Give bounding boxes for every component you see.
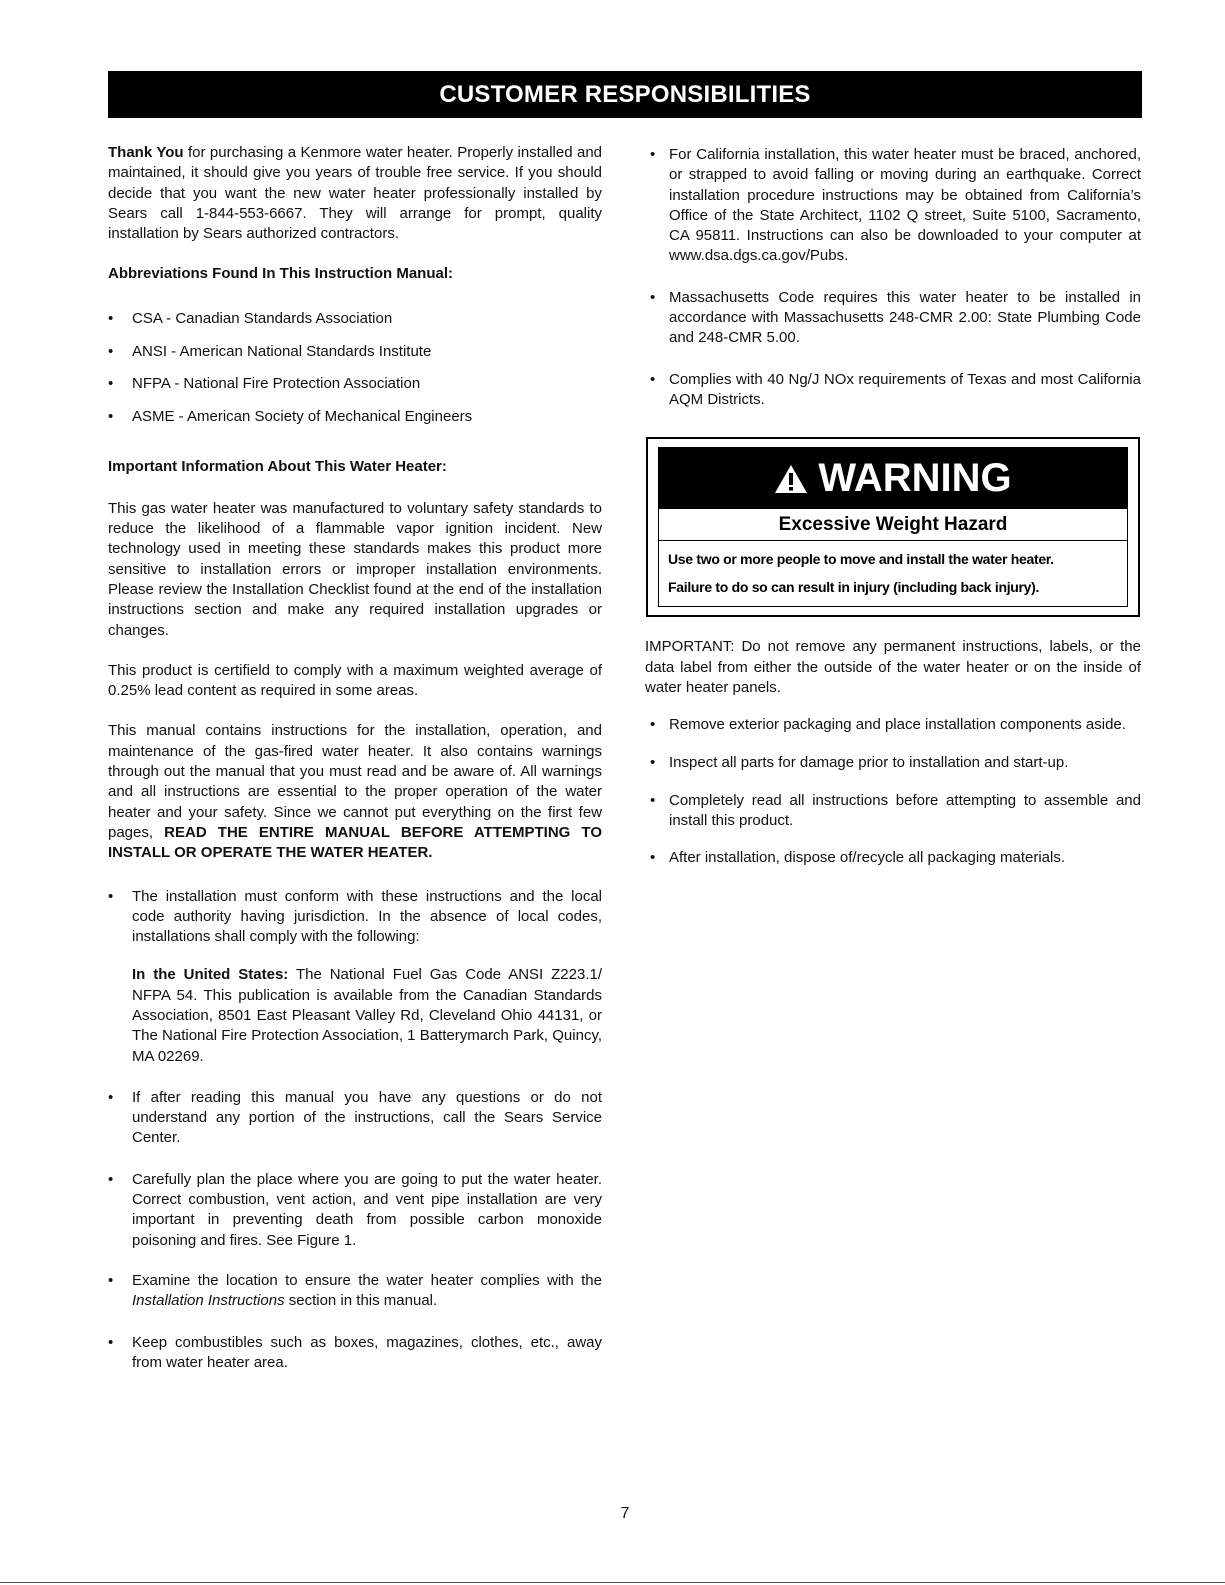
intro-lead: Thank You — [108, 144, 184, 161]
examine-text: Examine the location to ensure the water heater complies with the — [132, 1271, 602, 1289]
intro-paragraph — [108, 143, 602, 244]
bullet-examine — [108, 1271, 602, 1312]
abbreviation-item: • ASME - American Society of Mechanical Engineers — [108, 407, 602, 427]
us-code-text: The National Fuel Gas Code ANSI Z223.1/ NFPA 54. This publication is available from the Canadian Standards Association, 8501 East Pleasant Valley Rd, Cleveland Ohio 44131, or The National Fire Protection Association, 1 Batterymarch Park, Quincy, MA 02269. — [132, 966, 602, 1065]
examine-text-end: section in this manual. — [288, 1292, 438, 1310]
warning-triangle-icon — [774, 464, 808, 494]
warning-title: WARNING — [818, 456, 1012, 501]
important-note: IMPORTANT: Do not remove any permanent instructions, labels, or the data label from either the outside of the water heater or on the inside of water heater panels. — [645, 638, 1141, 696]
unpacking-item: • Remove exterior packaging and place installation components aside. — [645, 715, 1141, 735]
important-info-heading: Important Information About This Water Heater: — [108, 458, 447, 476]
warning-hazard: Excessive Weight Hazard — [659, 509, 1127, 541]
unpacking-item: • Completely read all instructions before attempting to assemble and install this product. — [645, 791, 1141, 832]
bullet-massachusetts: • Massachusetts Code requires this water heater to be installed in accordance with Massachusetts 248-CMR 2.00: State Plumbing Code and 248-CMR 5.00. — [645, 288, 1141, 349]
abbreviation-item: • NFPA - National Fire Protection Association — [108, 374, 602, 394]
section-title: CUSTOMER RESPONSIBILITIES — [439, 80, 811, 108]
manual-paragraph — [108, 721, 602, 863]
manual-emphasis: READ THE ENTIRE MANUAL BEFORE ATTEMPTING TO INSTALL OR OPERATE THE WATER HEATER. — [108, 823, 602, 862]
warning-line: Use two or more people to move and install the water heater. — [668, 551, 1054, 568]
intro-text: for purchasing a Kenmore water heater. Properly installed and maintained, it should give you years of trouble free service. If you should decide that you want the new water heater professionally installed by Sears call 1-844-553-6667. They will arrange for prompt, quality installation by Sears authorized contractors. — [108, 144, 602, 243]
abbreviation-item: • CSA - Canadian Standards Association — [108, 309, 602, 329]
manual-text: This manual contains instructions for the installation, operation, and maintenance of the gas-fired water heater. It also contains warnings through out the manual that you must read and be aware of. All warnings and all instructions are essential to the proper operation of the water heater and your safety. Since we cannot put everything on the first few pages, — [108, 722, 602, 841]
page-number: 7 — [620, 1505, 630, 1522]
bullet-conform: • The installation must conform with these instructions and the local code authority having jurisdiction. In the absence of local codes, installations shall comply with the following: — [108, 887, 602, 948]
us-code-lead: In the United States: — [132, 966, 289, 984]
bullet-questions: • If after reading this manual you have any questions or do not understand any portion of the instructions, call the Sears Service Center. — [108, 1088, 602, 1149]
bullet-combustibles: • Keep combustibles such as boxes, magazines, clothes, etc., away from water heater area. — [108, 1333, 602, 1374]
bullet-nox: • Complies with 40 Ng/J NOx requirements of Texas and most California AQM Districts. — [645, 370, 1141, 411]
warning-banner — [659, 448, 1127, 509]
warning-line: Failure to do so can result in injury (including back injury). — [668, 579, 1040, 596]
right-column — [645, 145, 1141, 869]
lead-content-paragraph: This product is certifield to comply with a maximum weighted average of 0.25% lead content as required in some areas. — [108, 661, 602, 700]
bullet-california: • For California installation, this water heater must be braced, anchored, or strapped to avoid falling or moving during an earthquake. Correct installation procedure instructions may be obtained from California’s Office of the State Architect, 1102 Q street, Suite 5100, Sacramento, CA 95811. Instructions can also be downloaded to your computer at www.dsa.dgs.ca.gov/Pubs. — [645, 145, 1141, 267]
warning-message — [659, 541, 1127, 601]
safety-paragraph: This gas water heater was manufactured to voluntary safety standards to reduce the likelihood of a flammable vapor ignition incident. New technology used in meeting these standards makes this product more sensitive to installation errors or improper installation environments. Please review the Installation Checklist found at the end of the installation instructions section and make any required installation upgrades or changes. — [108, 499, 602, 639]
left-column — [108, 143, 602, 1373]
unpacking-item: • Inspect all parts for damage prior to installation and start-up. — [645, 753, 1141, 773]
unpacking-item: • After installation, dispose of/recycle all packaging materials. — [645, 848, 1141, 868]
abbreviation-item: • ANSI - American National Standards Institute — [108, 342, 602, 362]
abbreviations-heading: Abbreviations Found In This Instruction Manual: — [108, 265, 453, 283]
page-edge-line — [0, 1582, 1225, 1583]
section-title-bar — [108, 71, 1142, 118]
examine-italic: Installation Instructions — [132, 1292, 285, 1310]
bullet-plan: • Carefully plan the place where you are going to put the water heater. Correct combustion, vent action, and vent pipe installation are very important in preventing death from possible carbon monoxide poisoning and fires. See Figure 1. — [108, 1170, 602, 1251]
us-code-paragraph — [108, 965, 602, 1066]
warning-box — [646, 437, 1140, 617]
warning-panel — [658, 447, 1128, 607]
